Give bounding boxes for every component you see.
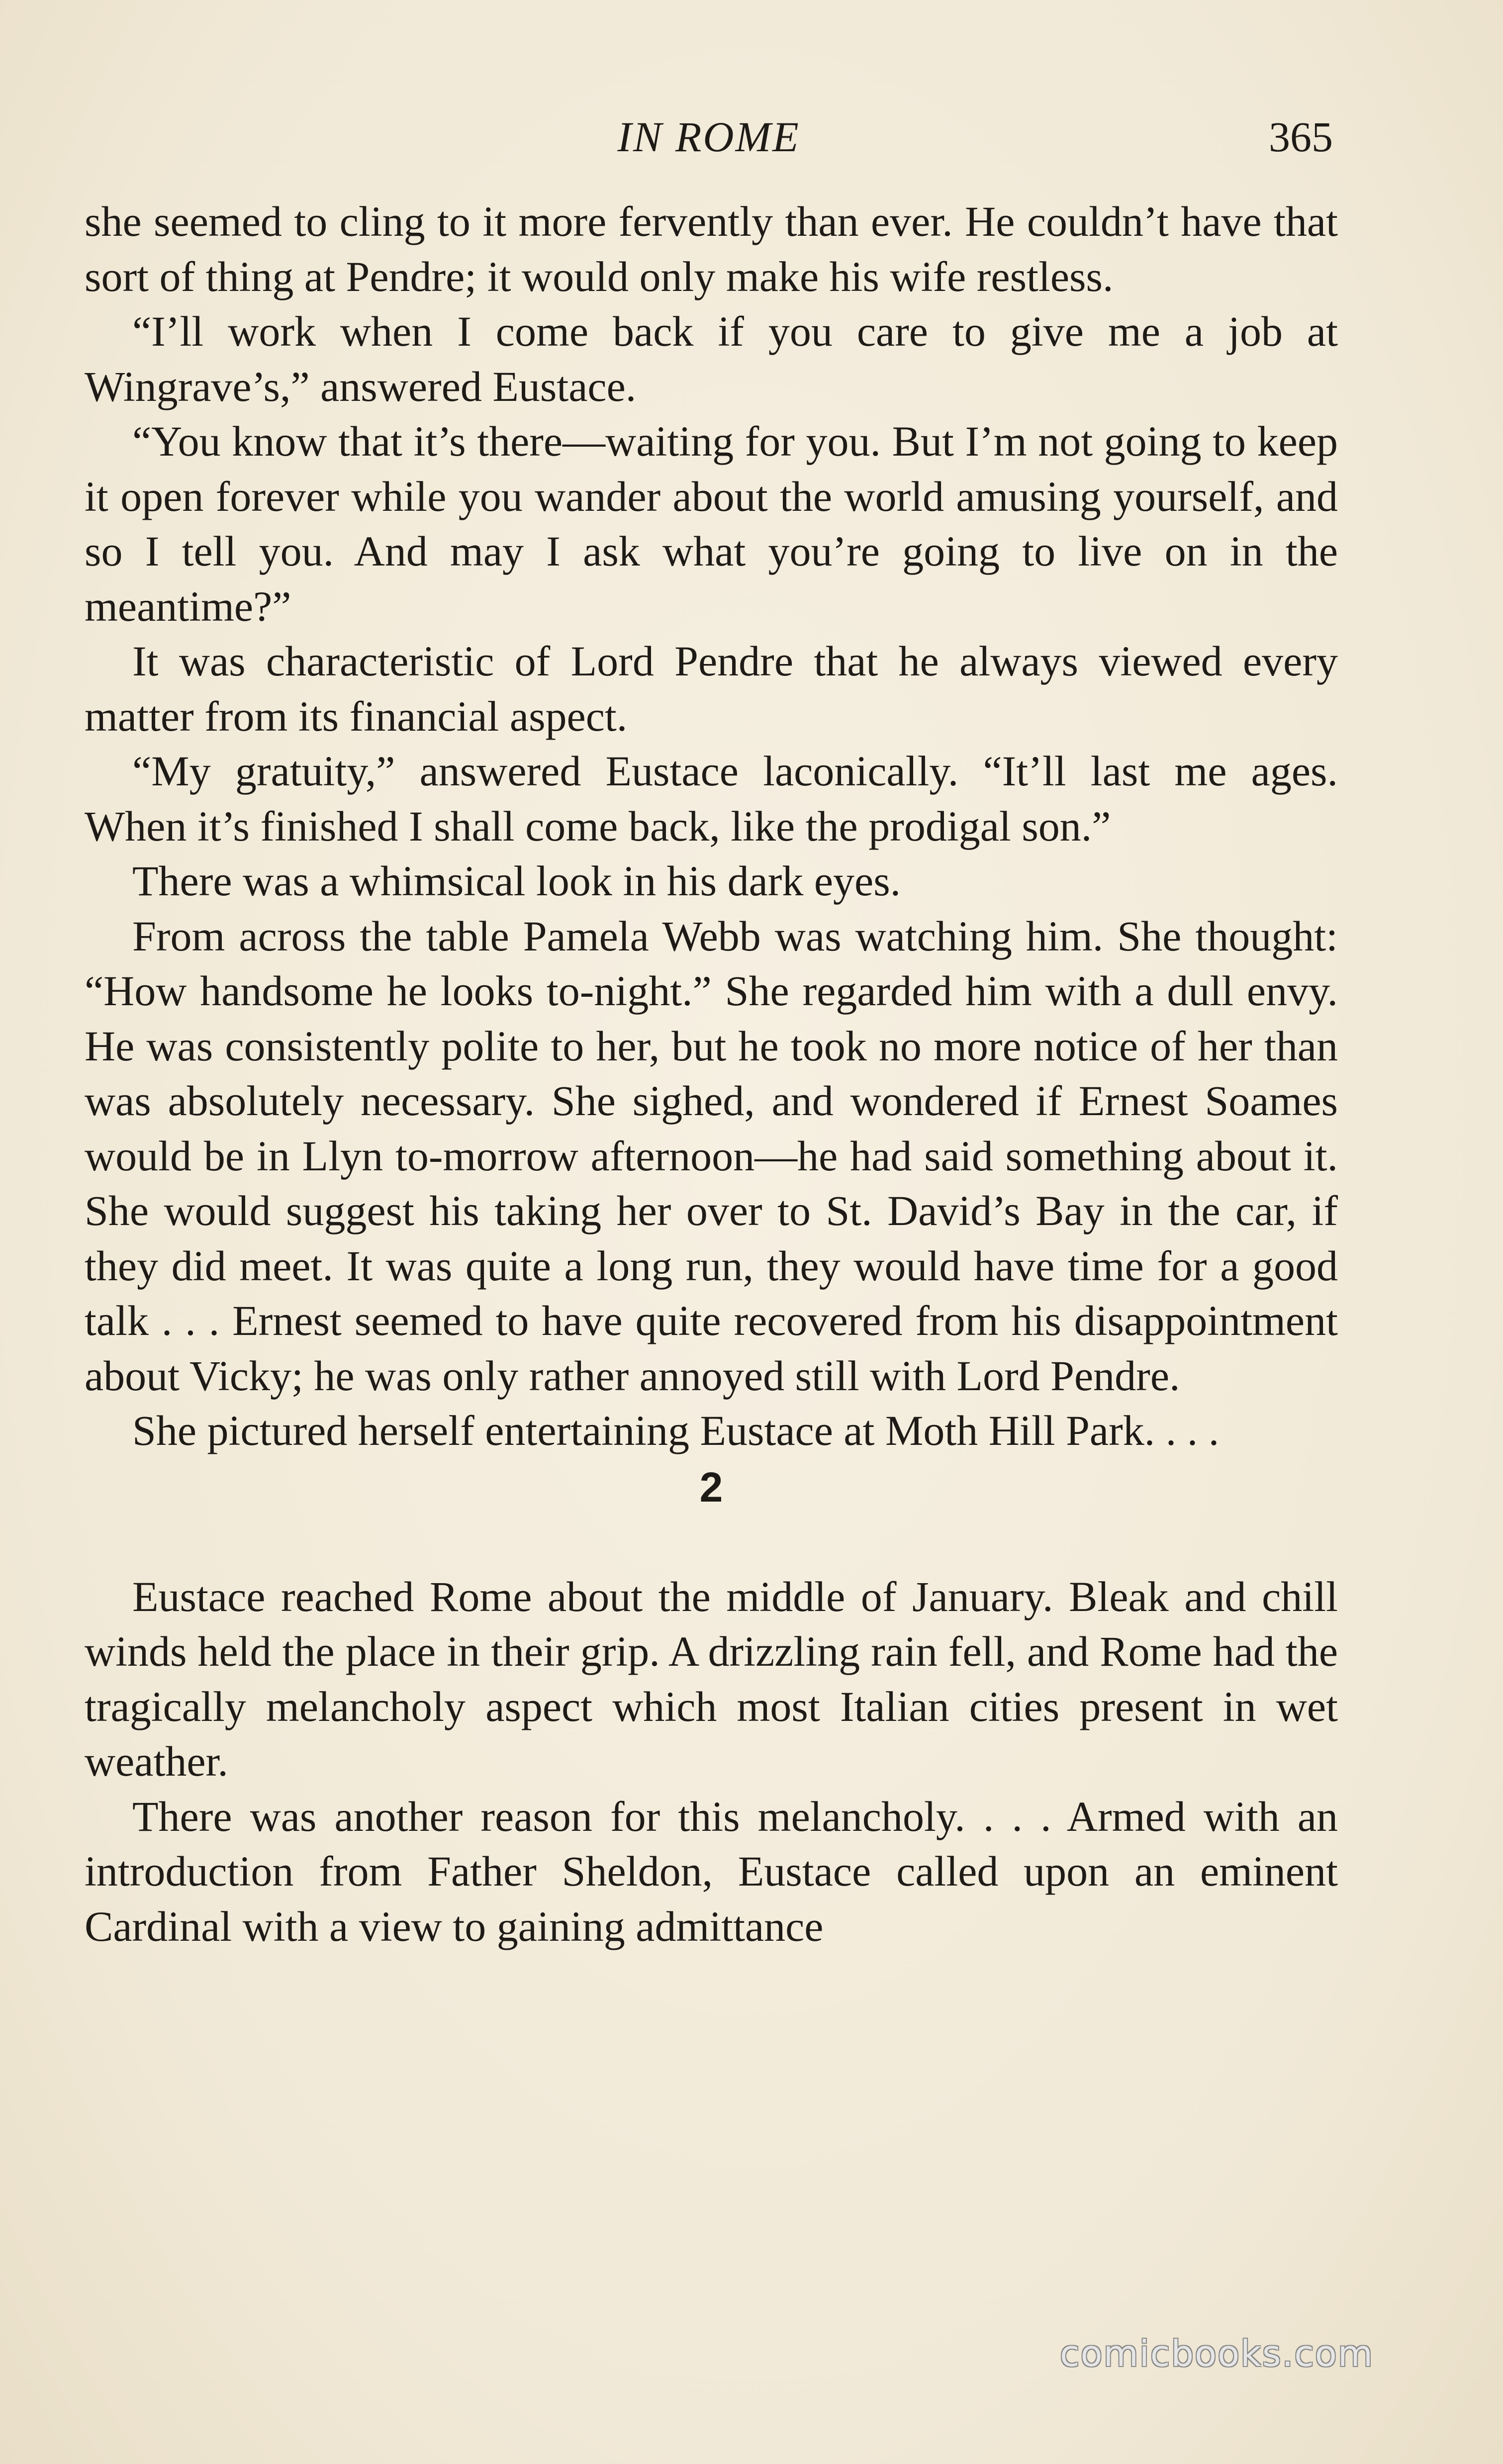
paragraph: “You know that it’s there—waiting for you. But I’m not going to keep it open forever while you wander about the world amusing yourself, and so I tell you. And may I ask what you’re going to live on in the meantime?” (85, 417, 1338, 630)
page-number: 365 (1269, 113, 1333, 161)
section-number: 2 (699, 1463, 723, 1511)
text-part-2 (85, 1569, 1338, 1954)
paragraph: It was characteristic of Lord Pendre that he always viewed every matter from its financial aspect. (85, 637, 1338, 740)
running-title: IN ROME (617, 113, 800, 161)
paragraph: She pictured herself entertaining Eustace at Moth Hill Park. . . . (132, 1407, 1220, 1454)
paragraph: There was another reason for this melancholy. . . . Armed with an introduction from Father Sheldon, Eustace called upon an eminent Cardinal with a view to gaining admittance (85, 1792, 1338, 1950)
running-head (85, 109, 1333, 164)
text-part-1 (85, 194, 1338, 1458)
paragraph: “I’ll work when I come back if you care to give me a job at Wingrave’s,” answered Eustace. (85, 307, 1338, 410)
paragraph: she seemed to cling to it more fervently than ever. He couldn’t have that sort of thing at Pendre; it would only make his wife restless. (85, 197, 1338, 300)
watermark-logo: comicbooks.com (1059, 2333, 1374, 2374)
paragraph: From across the table Pamela Webb was watching him. She thought: “How handsome he looks to-night.” She regarded him with a dull envy. He was consistently polite to her, but he took no more notice of her than was absolutely necessary. She sighed, and wondered if Ernest Soames would be in Llyn to-morrow afternoon—he had said something about it. She would suggest his taking her over to St. David’s Bay in the car, if they did meet. It was quite a long run, they would have time for a good talk . . . Ernest seemed to have quite recovered from his disappointment about Vicky; he was only rather annoyed still with Lord Pendre. (85, 912, 1338, 1400)
paragraph: There was a whimsical look in his dark eyes. (132, 857, 901, 905)
paragraph: Eustace reached Rome about the middle of January. Bleak and chill winds held the place in their grip. A drizzling rain fell, and Rome had the tragically melancholy aspect which most Italian cities present in wet weather. (85, 1572, 1338, 1785)
body-text (85, 194, 1338, 1954)
paragraph: “My gratuity,” answered Eustace laconically. “It’ll last me ages. When it’s finished I shall come back, like the prodigal son.” (85, 747, 1338, 850)
